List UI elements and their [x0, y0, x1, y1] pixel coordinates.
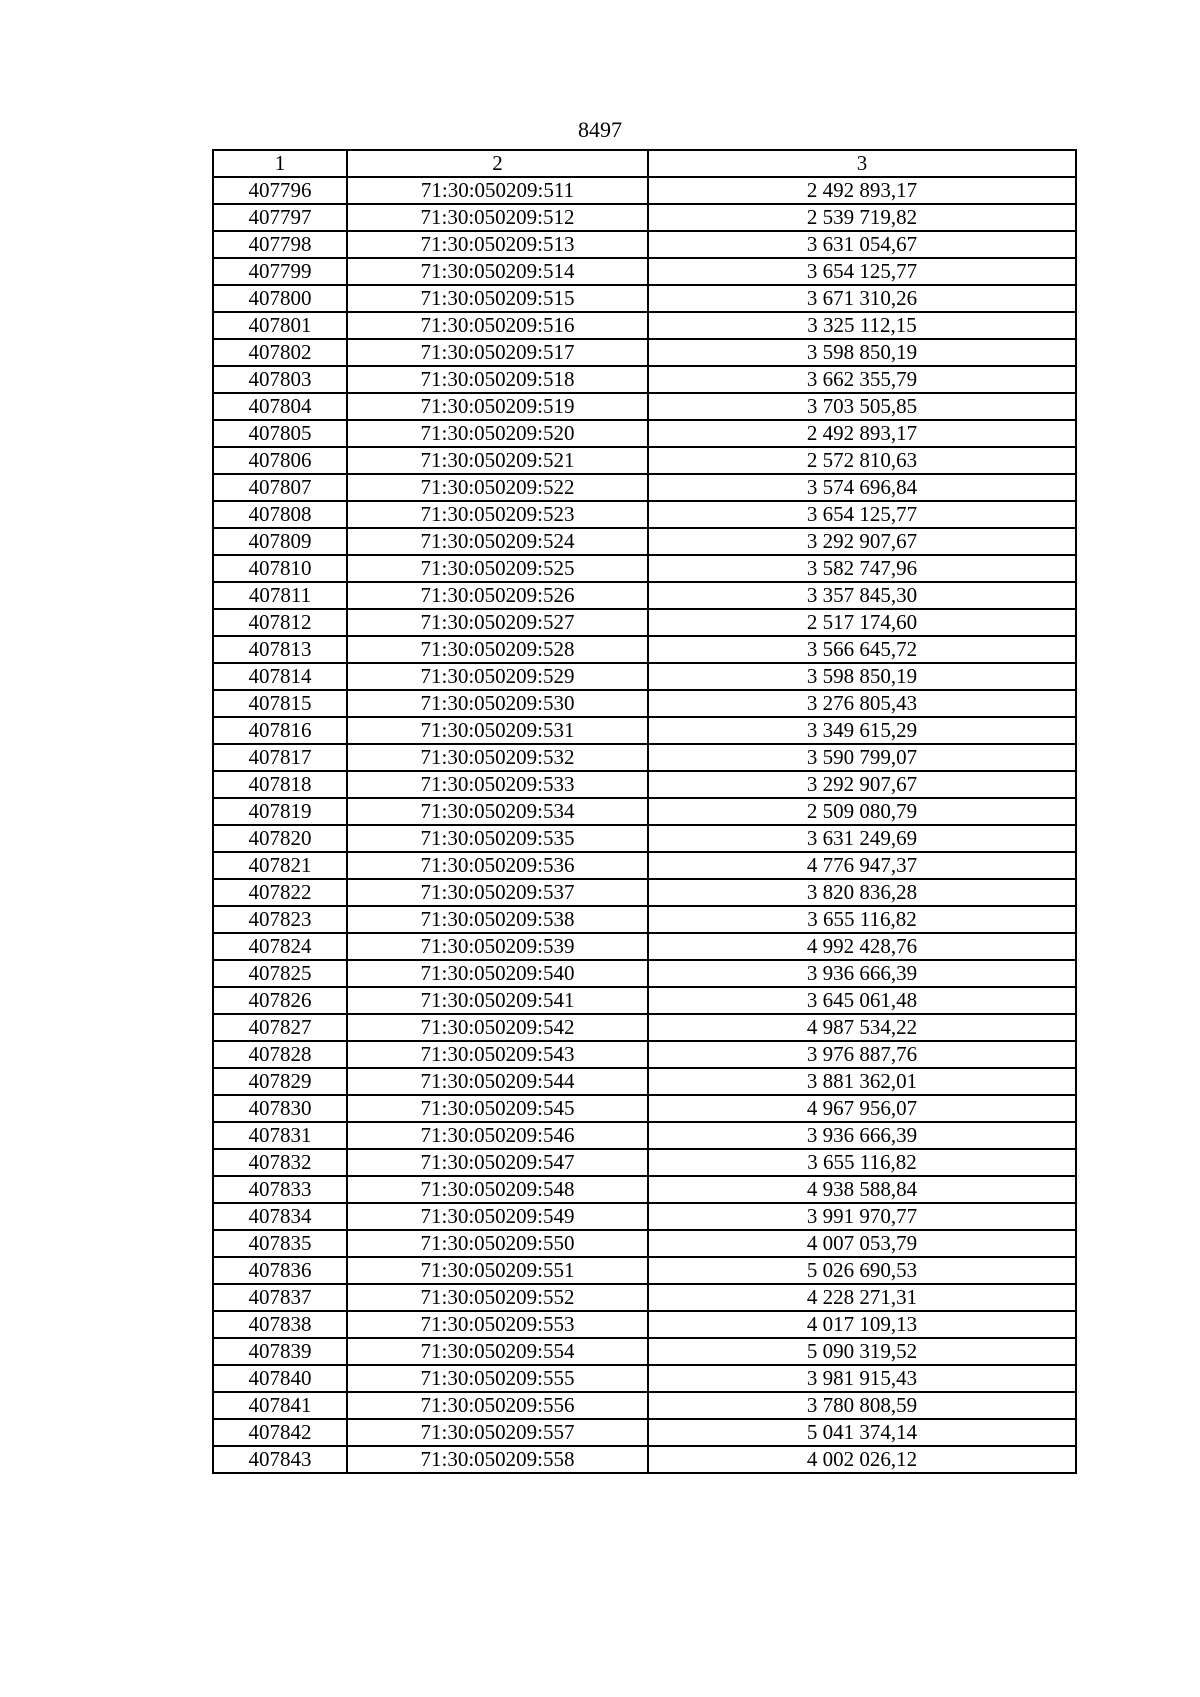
- cadastral-number-cell: 71:30:050209:531: [347, 717, 648, 744]
- table-row: [213, 771, 1076, 798]
- cadastral-number-cell: 71:30:050209:524: [347, 528, 648, 555]
- table-row: [213, 582, 1076, 609]
- row-number-cell: 407814: [213, 663, 347, 690]
- cadastral-number-cell: 71:30:050209:517: [347, 339, 648, 366]
- value-cell: 3 655 116,82: [648, 1149, 1076, 1176]
- cadastral-number-cell: 71:30:050209:557: [347, 1419, 648, 1446]
- table-row: [213, 1419, 1076, 1446]
- cadastral-number-cell: 71:30:050209:511: [347, 177, 648, 204]
- cadastral-number-cell: 71:30:050209:536: [347, 852, 648, 879]
- value-cell: 3 590 799,07: [648, 744, 1076, 771]
- table-row: [213, 528, 1076, 555]
- value-cell: 2 572 810,63: [648, 447, 1076, 474]
- value-cell: 4 776 947,37: [648, 852, 1076, 879]
- value-cell: 4 002 026,12: [648, 1446, 1076, 1473]
- table-row: [213, 312, 1076, 339]
- cadastral-number-cell: 71:30:050209:523: [347, 501, 648, 528]
- table-row: [213, 339, 1076, 366]
- value-cell: 4 967 956,07: [648, 1095, 1076, 1122]
- row-number-cell: 407813: [213, 636, 347, 663]
- cadastral-number-cell: 71:30:050209:530: [347, 690, 648, 717]
- table-row: [213, 1230, 1076, 1257]
- value-cell: 3 703 505,85: [648, 393, 1076, 420]
- cadastral-number-cell: 71:30:050209:535: [347, 825, 648, 852]
- table-row: [213, 933, 1076, 960]
- table-row: [213, 1257, 1076, 1284]
- row-number-cell: 407833: [213, 1176, 347, 1203]
- cadastral-number-cell: 71:30:050209:543: [347, 1041, 648, 1068]
- row-number-cell: 407840: [213, 1365, 347, 1392]
- cadastral-number-cell: 71:30:050209:537: [347, 879, 648, 906]
- cadastral-number-cell: 71:30:050209:552: [347, 1284, 648, 1311]
- table-row: [213, 1338, 1076, 1365]
- value-cell: 3 325 112,15: [648, 312, 1076, 339]
- cadastral-number-cell: 71:30:050209:519: [347, 393, 648, 420]
- row-number-cell: 407827: [213, 1014, 347, 1041]
- value-cell: 4 987 534,22: [648, 1014, 1076, 1041]
- row-number-cell: 407830: [213, 1095, 347, 1122]
- row-number-cell: 407808: [213, 501, 347, 528]
- cadastral-number-cell: 71:30:050209:514: [347, 258, 648, 285]
- value-cell: 3 349 615,29: [648, 717, 1076, 744]
- cadastral-number-cell: 71:30:050209:526: [347, 582, 648, 609]
- table-row: [213, 717, 1076, 744]
- data-table: [212, 149, 1077, 1474]
- cadastral-number-cell: 71:30:050209:540: [347, 960, 648, 987]
- table-row: [213, 960, 1076, 987]
- table-row: [213, 1392, 1076, 1419]
- cadastral-number-cell: 71:30:050209:548: [347, 1176, 648, 1203]
- value-cell: 3 631 054,67: [648, 231, 1076, 258]
- table-row: [213, 852, 1076, 879]
- column-header-1: 1: [213, 150, 347, 177]
- row-number-cell: 407815: [213, 690, 347, 717]
- cadastral-number-cell: 71:30:050209:538: [347, 906, 648, 933]
- row-number-cell: 407824: [213, 933, 347, 960]
- table-row: [213, 555, 1076, 582]
- value-cell: 4 992 428,76: [648, 933, 1076, 960]
- cadastral-number-cell: 71:30:050209:513: [347, 231, 648, 258]
- table-row: [213, 285, 1076, 312]
- cadastral-number-cell: 71:30:050209:555: [347, 1365, 648, 1392]
- row-number-cell: 407835: [213, 1230, 347, 1257]
- table-row: [213, 609, 1076, 636]
- value-cell: 3 598 850,19: [648, 339, 1076, 366]
- value-cell: 3 655 116,82: [648, 906, 1076, 933]
- value-cell: 4 938 588,84: [648, 1176, 1076, 1203]
- table-body: [213, 177, 1076, 1473]
- value-cell: 3 598 850,19: [648, 663, 1076, 690]
- cadastral-number-cell: 71:30:050209:529: [347, 663, 648, 690]
- table-row: [213, 1284, 1076, 1311]
- value-cell: 3 631 249,69: [648, 825, 1076, 852]
- value-cell: 2 492 893,17: [648, 420, 1076, 447]
- row-number-cell: 407821: [213, 852, 347, 879]
- table-row: [213, 204, 1076, 231]
- row-number-cell: 407805: [213, 420, 347, 447]
- value-cell: 4 007 053,79: [648, 1230, 1076, 1257]
- table-row: [213, 1149, 1076, 1176]
- cadastral-number-cell: 71:30:050209:553: [347, 1311, 648, 1338]
- column-header-2: 2: [347, 150, 648, 177]
- page-number: 8497: [578, 117, 622, 142]
- value-cell: 3 292 907,67: [648, 771, 1076, 798]
- row-number-cell: 407832: [213, 1149, 347, 1176]
- table-row: [213, 1311, 1076, 1338]
- table-row: [213, 258, 1076, 285]
- value-cell: 3 654 125,77: [648, 258, 1076, 285]
- cadastral-number-cell: 71:30:050209:544: [347, 1068, 648, 1095]
- table-row: [213, 798, 1076, 825]
- value-cell: 3 820 836,28: [648, 879, 1076, 906]
- value-cell: 3 671 310,26: [648, 285, 1076, 312]
- table-row: [213, 1446, 1076, 1473]
- value-cell: 3 574 696,84: [648, 474, 1076, 501]
- value-cell: 3 276 805,43: [648, 690, 1076, 717]
- row-number-cell: 407804: [213, 393, 347, 420]
- row-number-cell: 407823: [213, 906, 347, 933]
- row-number-cell: 407825: [213, 960, 347, 987]
- cadastral-number-cell: 71:30:050209:516: [347, 312, 648, 339]
- table-row: [213, 906, 1076, 933]
- row-number-cell: 407803: [213, 366, 347, 393]
- cadastral-number-cell: 71:30:050209:512: [347, 204, 648, 231]
- row-number-cell: 407800: [213, 285, 347, 312]
- cadastral-number-cell: 71:30:050209:527: [347, 609, 648, 636]
- table-row: [213, 1041, 1076, 1068]
- row-number-cell: 407806: [213, 447, 347, 474]
- row-number-cell: 407818: [213, 771, 347, 798]
- value-cell: 3 981 915,43: [648, 1365, 1076, 1392]
- table-row: [213, 1365, 1076, 1392]
- value-cell: 3 566 645,72: [648, 636, 1076, 663]
- cadastral-number-cell: 71:30:050209:539: [347, 933, 648, 960]
- table-row: [213, 177, 1076, 204]
- row-number-cell: 407837: [213, 1284, 347, 1311]
- table-row: [213, 1203, 1076, 1230]
- cadastral-number-cell: 71:30:050209:542: [347, 1014, 648, 1041]
- cadastral-number-cell: 71:30:050209:515: [347, 285, 648, 312]
- table-row: [213, 420, 1076, 447]
- cadastral-number-cell: 71:30:050209:520: [347, 420, 648, 447]
- table-row: [213, 879, 1076, 906]
- table-row: [213, 501, 1076, 528]
- row-number-cell: 407807: [213, 474, 347, 501]
- cadastral-number-cell: 71:30:050209:551: [347, 1257, 648, 1284]
- value-cell: 3 357 845,30: [648, 582, 1076, 609]
- value-cell: 2 517 174,60: [648, 609, 1076, 636]
- value-cell: 2 492 893,17: [648, 177, 1076, 204]
- row-number-cell: 407826: [213, 987, 347, 1014]
- row-number-cell: 407841: [213, 1392, 347, 1419]
- cadastral-number-cell: 71:30:050209:525: [347, 555, 648, 582]
- cadastral-number-cell: 71:30:050209:521: [347, 447, 648, 474]
- cadastral-number-cell: 71:30:050209:546: [347, 1122, 648, 1149]
- value-cell: 2 509 080,79: [648, 798, 1076, 825]
- row-number-cell: 407811: [213, 582, 347, 609]
- cadastral-number-cell: 71:30:050209:541: [347, 987, 648, 1014]
- table-row: [213, 825, 1076, 852]
- row-number-cell: 407842: [213, 1419, 347, 1446]
- value-cell: 2 539 719,82: [648, 204, 1076, 231]
- table-row: [213, 663, 1076, 690]
- cadastral-number-cell: 71:30:050209:558: [347, 1446, 648, 1473]
- table-row: [213, 1068, 1076, 1095]
- value-cell: 3 881 362,01: [648, 1068, 1076, 1095]
- value-cell: 3 582 747,96: [648, 555, 1076, 582]
- row-number-cell: 407822: [213, 879, 347, 906]
- table-row: [213, 231, 1076, 258]
- table-row: [213, 690, 1076, 717]
- value-cell: 3 936 666,39: [648, 1122, 1076, 1149]
- row-number-cell: 407810: [213, 555, 347, 582]
- value-cell: 4 228 271,31: [648, 1284, 1076, 1311]
- value-cell: 3 292 907,67: [648, 528, 1076, 555]
- row-number-cell: 407802: [213, 339, 347, 366]
- value-cell: 3 936 666,39: [648, 960, 1076, 987]
- row-number-cell: 407819: [213, 798, 347, 825]
- row-number-cell: 407817: [213, 744, 347, 771]
- table-row: [213, 1122, 1076, 1149]
- value-cell: 3 780 808,59: [648, 1392, 1076, 1419]
- table-row: [213, 366, 1076, 393]
- table-row: [213, 447, 1076, 474]
- cadastral-number-cell: 71:30:050209:547: [347, 1149, 648, 1176]
- table-row: [213, 1176, 1076, 1203]
- cadastral-number-cell: 71:30:050209:556: [347, 1392, 648, 1419]
- value-cell: 3 654 125,77: [648, 501, 1076, 528]
- value-cell: 5 026 690,53: [648, 1257, 1076, 1284]
- row-number-cell: 407798: [213, 231, 347, 258]
- row-number-cell: 407801: [213, 312, 347, 339]
- row-number-cell: 407799: [213, 258, 347, 285]
- cadastral-number-cell: 71:30:050209:549: [347, 1203, 648, 1230]
- cadastral-number-cell: 71:30:050209:522: [347, 474, 648, 501]
- row-number-cell: 407834: [213, 1203, 347, 1230]
- table-row: [213, 744, 1076, 771]
- row-number-cell: 407812: [213, 609, 347, 636]
- cadastral-number-cell: 71:30:050209:550: [347, 1230, 648, 1257]
- cadastral-number-cell: 71:30:050209:528: [347, 636, 648, 663]
- header-row: [213, 150, 1076, 177]
- cadastral-number-cell: 71:30:050209:518: [347, 366, 648, 393]
- table-row: [213, 393, 1076, 420]
- cadastral-number-cell: 71:30:050209:534: [347, 798, 648, 825]
- table-row: [213, 987, 1076, 1014]
- table-row: [213, 1095, 1076, 1122]
- table-row: [213, 1014, 1076, 1041]
- value-cell: 4 017 109,13: [648, 1311, 1076, 1338]
- row-number-cell: 407831: [213, 1122, 347, 1149]
- row-number-cell: 407809: [213, 528, 347, 555]
- cadastral-number-cell: 71:30:050209:545: [347, 1095, 648, 1122]
- value-cell: 5 041 374,14: [648, 1419, 1076, 1446]
- value-cell: 3 645 061,48: [648, 987, 1076, 1014]
- row-number-cell: 407820: [213, 825, 347, 852]
- row-number-cell: 407843: [213, 1446, 347, 1473]
- table-row: [213, 474, 1076, 501]
- cadastral-number-cell: 71:30:050209:532: [347, 744, 648, 771]
- row-number-cell: 407839: [213, 1338, 347, 1365]
- row-number-cell: 407836: [213, 1257, 347, 1284]
- value-cell: 3 662 355,79: [648, 366, 1076, 393]
- row-number-cell: 407829: [213, 1068, 347, 1095]
- value-cell: 3 976 887,76: [648, 1041, 1076, 1068]
- table-header: [213, 150, 1076, 177]
- cadastral-number-cell: 71:30:050209:554: [347, 1338, 648, 1365]
- value-cell: 3 991 970,77: [648, 1203, 1076, 1230]
- row-number-cell: 407816: [213, 717, 347, 744]
- row-number-cell: 407828: [213, 1041, 347, 1068]
- column-header-3: 3: [648, 150, 1076, 177]
- cadastral-number-cell: 71:30:050209:533: [347, 771, 648, 798]
- row-number-cell: 407796: [213, 177, 347, 204]
- row-number-cell: 407797: [213, 204, 347, 231]
- value-cell: 5 090 319,52: [648, 1338, 1076, 1365]
- table-row: [213, 636, 1076, 663]
- row-number-cell: 407838: [213, 1311, 347, 1338]
